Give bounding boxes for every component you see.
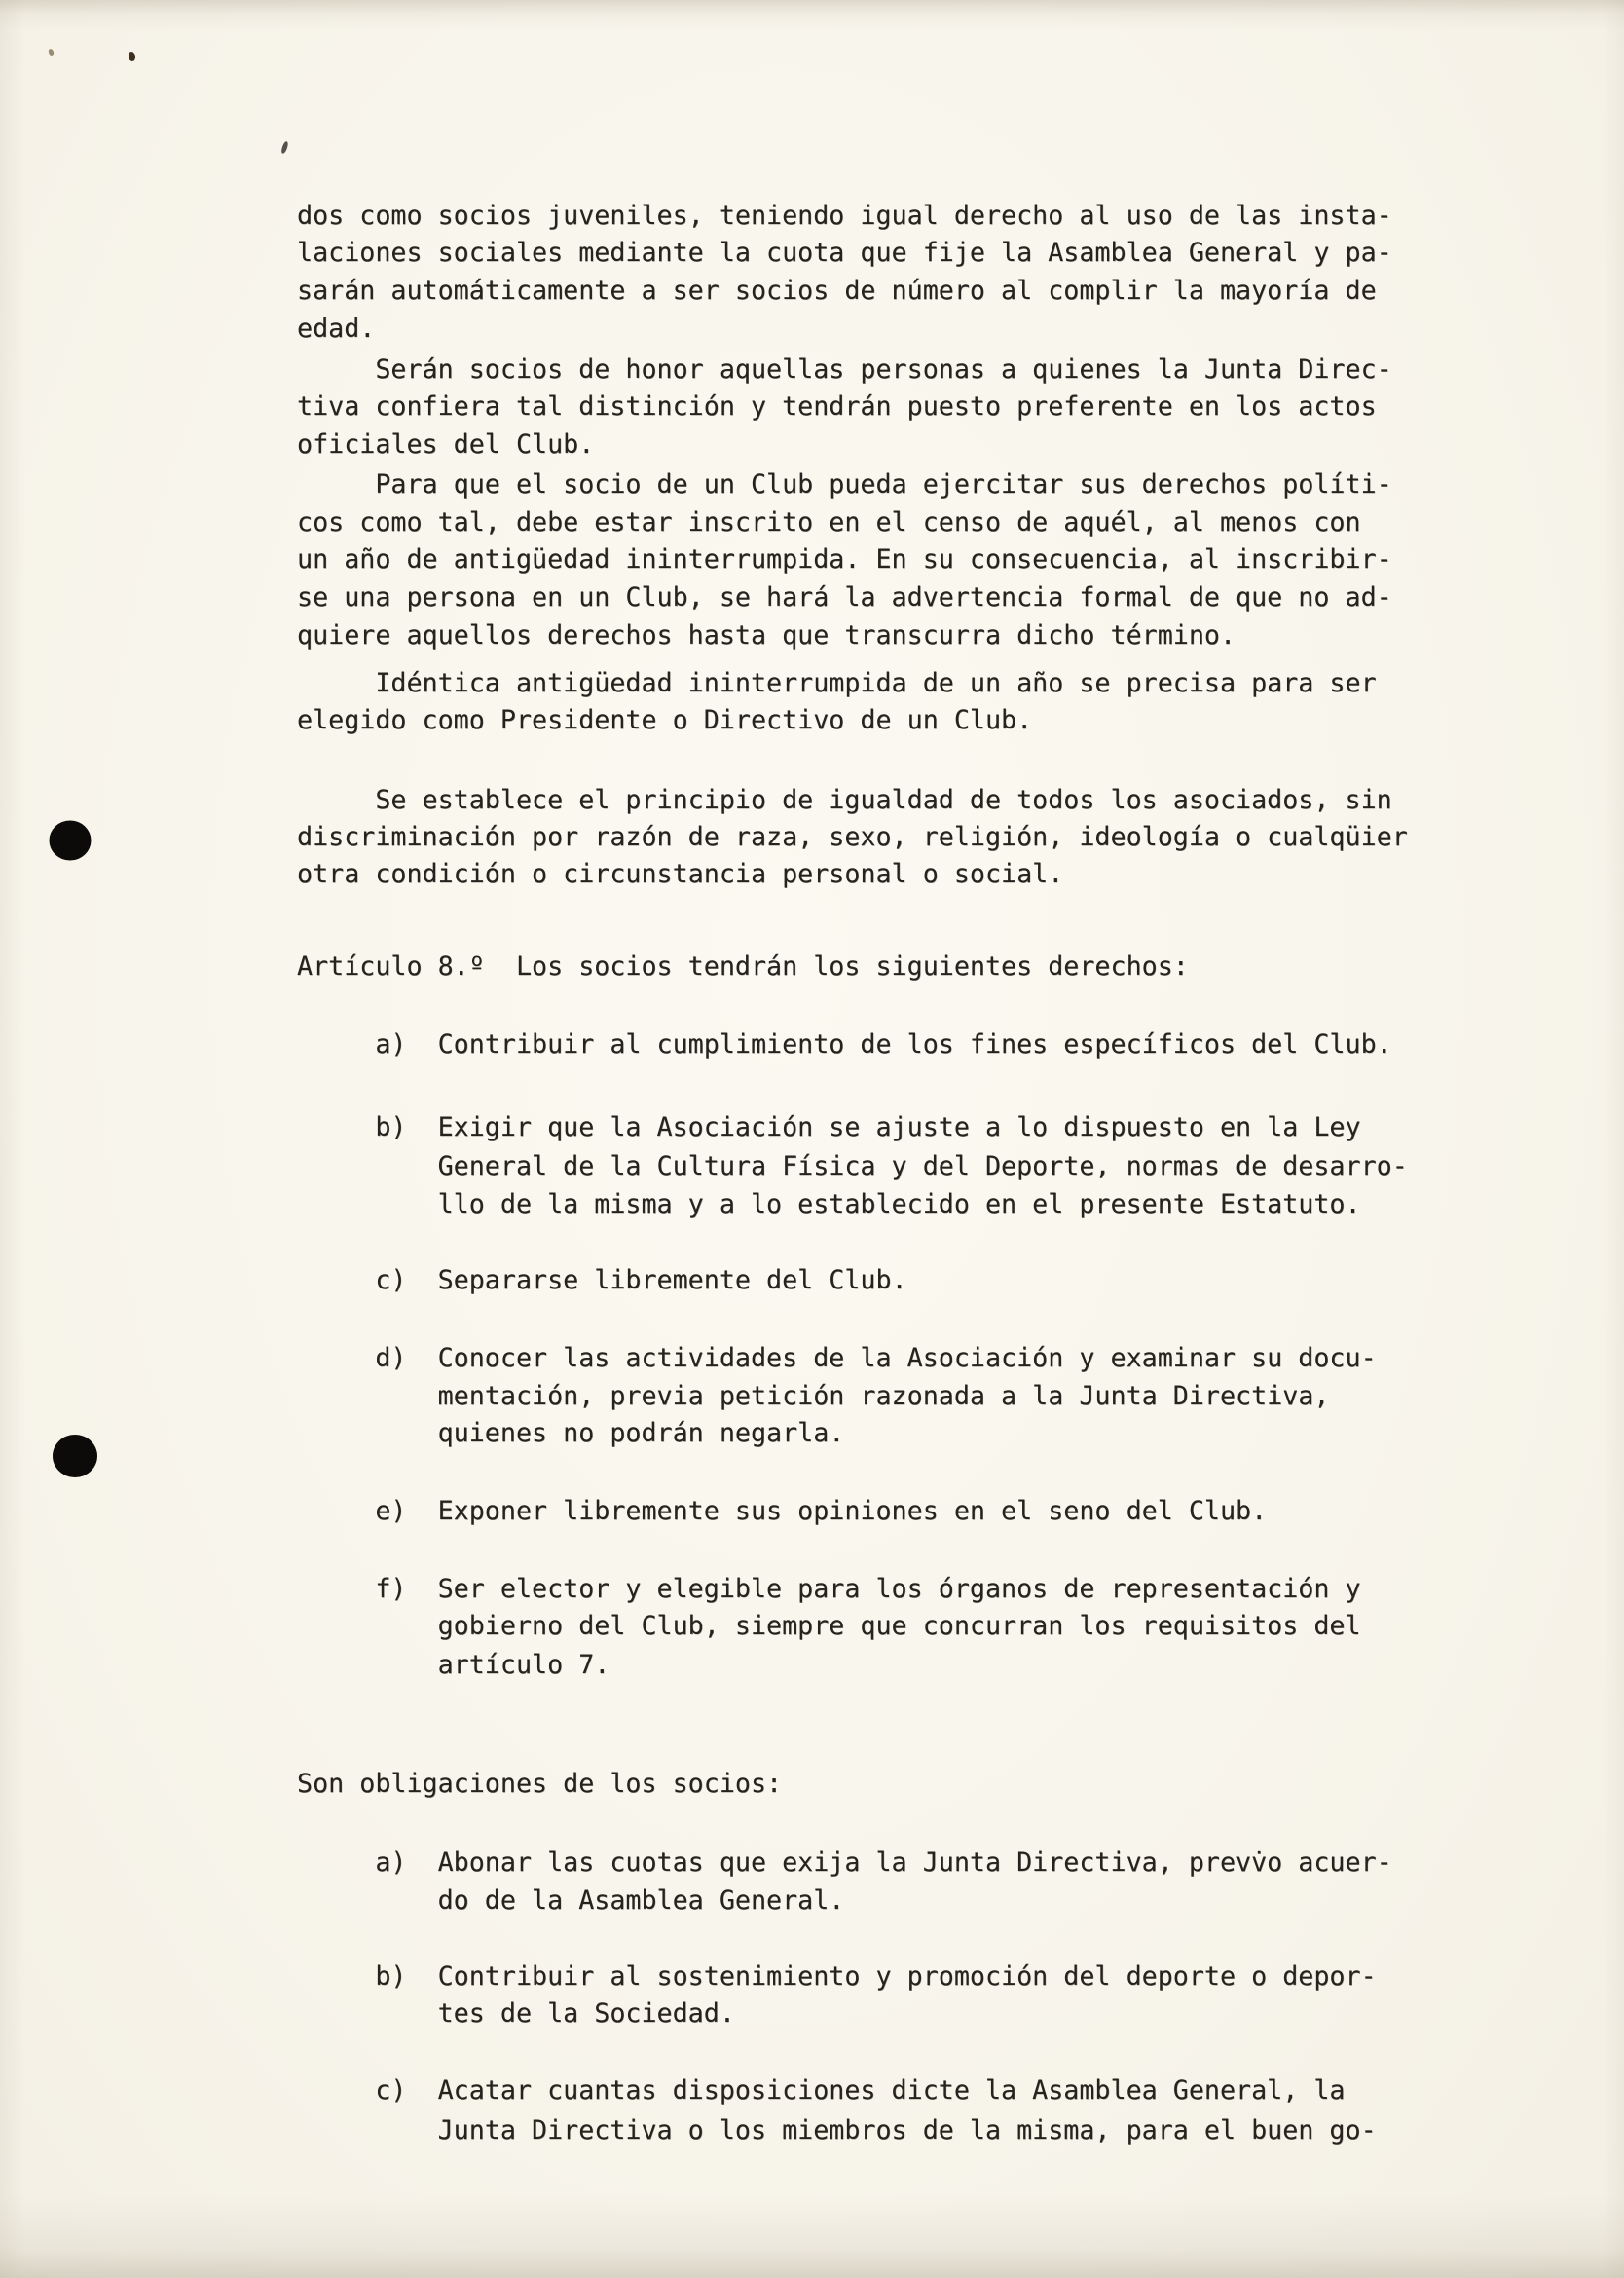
document-line: cos como tal, debe estar inscrito en el censo de aquél, al menos con	[297, 507, 1361, 538]
document-line: artículo 7.	[297, 1650, 610, 1680]
document-line: tes de la Sociedad.	[297, 1998, 735, 2029]
document-line: Serán socios de honor aquellas personas a quienes la Junta Direc-	[297, 355, 1392, 385]
document-line: General de la Cultura Física y del Deporte, normas de desarro-	[297, 1151, 1408, 1181]
document-line: quienes no podrán negarla.	[297, 1418, 845, 1448]
document-line: Para que el socio de un Club pueda ejercitar sus derechos políti-	[297, 469, 1392, 500]
document-line: mentación, previa petición razonada a la Junta Directiva,	[297, 1381, 1330, 1411]
document-line: Artículo 8.º Los socios tendrán los siguientes derechos:	[297, 952, 1189, 982]
document-line: do de la Asamblea General.	[297, 1886, 845, 1916]
document-line: b) Exigir que la Asociación se ajuste a lo dispuesto en la Ley	[297, 1112, 1361, 1142]
document-line: llo de la misma y a lo establecido en el presente Estatuto.	[297, 1189, 1361, 1219]
punch-hole-dot	[53, 1435, 97, 1477]
document-line: d) Conocer las actividades de la Asociación y examinar su docu-	[297, 1343, 1377, 1373]
punch-hole-dot	[50, 821, 92, 861]
document-line: c) Separarse libremente del Club.	[297, 1265, 907, 1295]
document-line: b) Contribuir al sostenimiento y promoción del deporte o depor-	[297, 1961, 1377, 1992]
document-line: otra condición o circunstancia personal o social.	[297, 859, 1064, 889]
document-line: a) Contribuir al cumplimiento de los fines específicos del Club.	[297, 1029, 1392, 1060]
document-line: tiva confiera tal distinción y tendrán puesto preferente en los actos	[297, 392, 1377, 422]
document-line: oficiales del Club.	[297, 429, 595, 460]
ink-speck	[280, 141, 289, 155]
document-line: discriminación por razón de raza, sexo, religión, ideología o cualqüier	[297, 822, 1408, 852]
document-line: sarán automáticamente a ser socios de número al complir la mayoría de	[297, 276, 1377, 306]
document-line: c) Acatar cuantas disposiciones dicte la Asamblea General, la	[297, 2075, 1346, 2106]
document-line: edad.	[297, 314, 376, 344]
document-line: e) Exponer libremente sus opiniones en el seno del Club.	[297, 1496, 1268, 1526]
document-line: a) Abonar las cuotas que exija la Junta Directiva, prevv̇o acuer-	[297, 1848, 1392, 1878]
document-line: un año de antigüedad ininterrumpida. En su consecuencia, al inscribir-	[297, 544, 1392, 575]
ink-speck	[48, 48, 55, 56]
document-line: gobierno del Club, siempre que concurran los requisitos del	[297, 1611, 1361, 1641]
document-line: se una persona en un Club, se hará la advertencia formal de que no ad-	[297, 582, 1392, 613]
document-line: dos como socios juveniles, teniendo igual derecho al uso de las insta-	[297, 201, 1392, 231]
document-line: Idéntica antigüedad ininterrumpida de un año se precisa para ser	[297, 668, 1377, 698]
document-line: f) Ser elector y elegible para los órganos de representación y	[297, 1574, 1361, 1604]
document-line: laciones sociales mediante la cuota que fije la Asamblea General y pa-	[297, 238, 1392, 268]
document-line: elegido como Presidente o Directivo de un Club.	[297, 705, 1033, 735]
document-line: Se establece el principio de igualdad de todos los asociados, sin	[297, 785, 1392, 815]
document-line: quiere aquellos derechos hasta que transcurra dicho término.	[297, 620, 1236, 651]
ink-speck	[128, 52, 135, 62]
document-line: Junta Directiva o los miembros de la misma, para el buen go-	[297, 2115, 1377, 2146]
document-line: Son obligaciones de los socios:	[297, 1769, 783, 1799]
